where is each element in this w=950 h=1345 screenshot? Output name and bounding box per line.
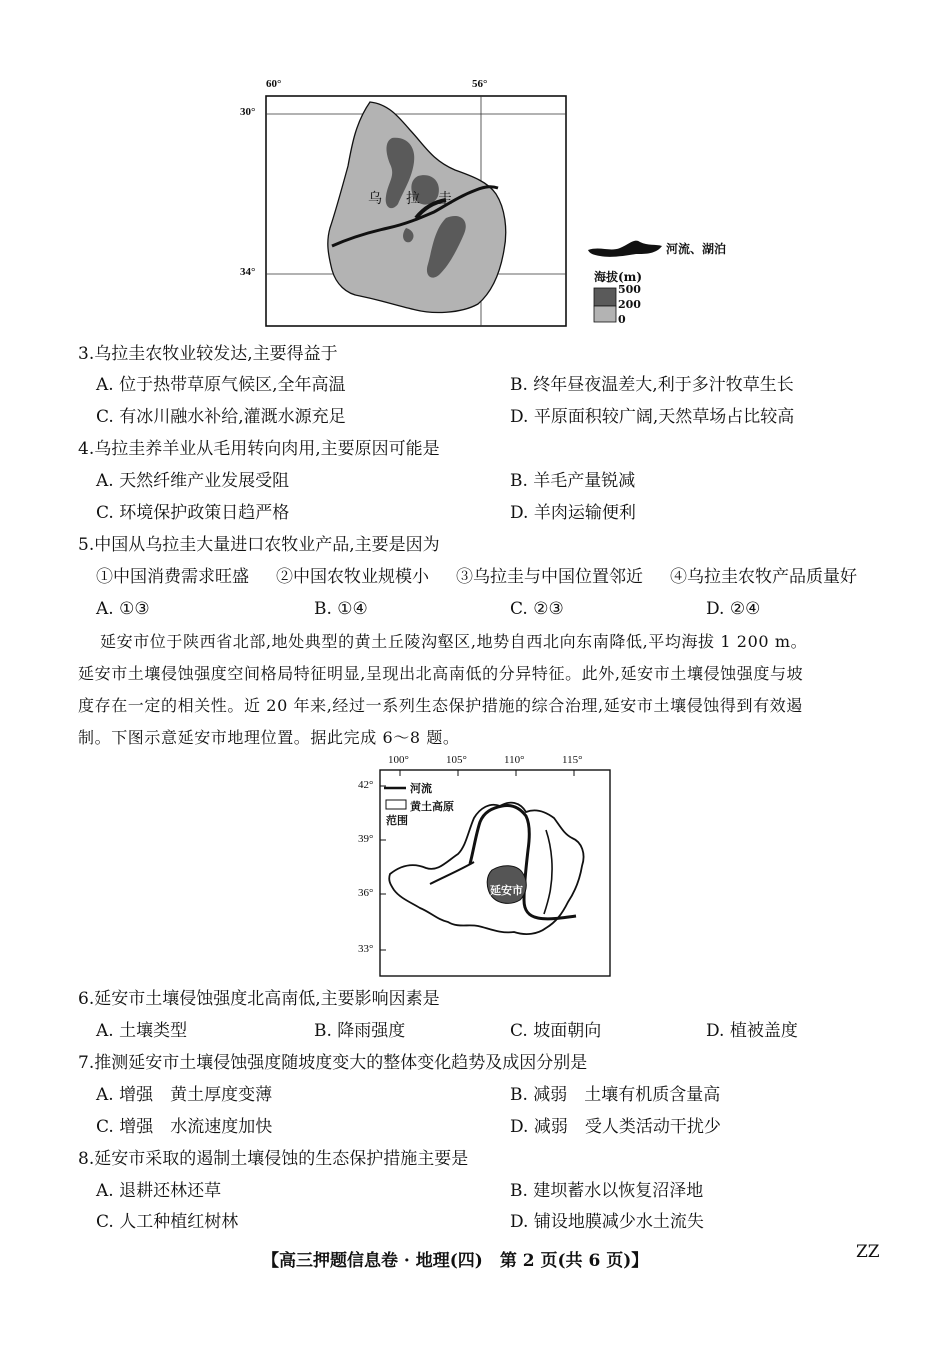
question-number: 3. — [78, 344, 95, 364]
q7-option-c: C. 增强 水流速度加快 — [96, 1117, 273, 1137]
q5-option-d: D. ②④ — [706, 599, 761, 619]
map2-lon-105: 105° — [446, 754, 467, 766]
q7-option-a: A. 增强 黄土厚度变薄 — [96, 1085, 273, 1105]
q4-option-c: C. 环境保护政策日趋严格 — [96, 503, 290, 523]
q6-option-d: D. 植被盖度 — [706, 1021, 798, 1041]
question-4-stem — [78, 438, 440, 460]
question-text: 推测延安市土壤侵蚀强度随坡度变大的整体变化趋势及成因分别是 — [94, 1053, 588, 1073]
passage-line-1: 延安市位于陕西省北部,地处典型的黄土丘陵沟壑区,地势自西北向东南降低,平均海拔 1 200 m。 — [100, 632, 808, 651]
page-code: ZZ — [856, 1242, 880, 1262]
map2-lat-39: 39° — [358, 833, 374, 845]
q3-option-a: A. 位于热带草原气候区,全年高温 — [96, 375, 346, 395]
q5-option-a: A. ①③ — [96, 599, 150, 619]
question-text: 延安市土壤侵蚀强度北高南低,主要影响因素是 — [94, 989, 440, 1009]
q8-option-a: A. 退耕还林还草 — [96, 1181, 222, 1201]
q5-choice-3: ③乌拉圭与中国位置邻近 — [456, 567, 643, 587]
question-5-stem — [78, 534, 440, 556]
page-footer: 【高三押题信息卷 · 地理(四) 第 2 页(共 6 页)】 — [262, 1251, 649, 1271]
q5-choice-2: ②中国农牧业规模小 — [276, 567, 429, 587]
map2-lon-100: 100° — [388, 754, 409, 766]
yanan-city-label: 延安市 — [490, 884, 523, 897]
lon-label-60: 60° — [266, 78, 282, 90]
map2-lat-42: 42° — [358, 779, 374, 791]
q4-option-b: B. 羊毛产量锐减 — [510, 471, 636, 491]
country-label-3: 圭 — [438, 191, 452, 207]
question-number: 6. — [78, 989, 95, 1009]
q6-option-c: C. 坡面朝向 — [510, 1021, 602, 1041]
question-8-stem — [78, 1148, 468, 1170]
q8-option-d: D. 铺设地膜减少水土流失 — [510, 1212, 704, 1232]
question-number: 8. — [78, 1149, 95, 1169]
legend-plateau-text-1: 黄土高原 — [410, 800, 454, 813]
q8-option-c: C. 人工种植红树林 — [96, 1212, 239, 1232]
question-6-stem — [78, 988, 440, 1010]
map2-lon-110: 110° — [504, 754, 525, 766]
map2-lon-115: 115° — [562, 754, 583, 766]
lat-label-30: 30° — [240, 106, 256, 118]
legend-plateau-box — [386, 800, 406, 809]
q4-option-a: A. 天然纤维产业发展受阻 — [96, 471, 290, 491]
question-text: 延安市采取的遏制土壤侵蚀的生态保护措施主要是 — [94, 1149, 469, 1169]
question-number: 4. — [78, 439, 95, 459]
question-3-stem — [78, 343, 338, 365]
country-label-1: 乌 — [368, 191, 382, 207]
question-text: 中国从乌拉圭大量进口农牧业产品,主要是因为 — [94, 535, 440, 555]
country-label-2: 拉 — [406, 191, 420, 207]
q7-option-b: B. 减弱 土壤有机质含量高 — [510, 1085, 721, 1105]
q4-option-d: D. 羊肉运输便利 — [510, 503, 636, 523]
q3-option-d: D. 平原面积较广阔,天然草场占比较高 — [510, 407, 795, 427]
question-number: 7. — [78, 1053, 95, 1073]
q3-option-c: C. 有冰川融水补给,灌溉水源充足 — [96, 407, 346, 427]
passage-line-4: 制。下图示意延安市地理位置。据此完成 6～8 题。 — [78, 728, 460, 747]
lat-label-34: 34° — [240, 266, 256, 278]
q5-option-c: C. ②③ — [510, 599, 564, 619]
legend-river-text: 河流 — [410, 782, 432, 795]
legend-elev-title: 海拔(m) — [594, 270, 643, 284]
legend-river-label: 河流、湖泊 — [666, 242, 727, 256]
uruguay-map — [220, 78, 740, 340]
q6-option-a: A. 土壤类型 — [96, 1021, 188, 1041]
legend-value-500: 500 — [618, 283, 641, 296]
legend-plateau-text-2: 范围 — [386, 814, 408, 827]
q5-option-b: B. ①④ — [314, 599, 368, 619]
loess-plateau-map — [350, 752, 620, 978]
q8-option-b: B. 建坝蓄水以恢复沼泽地 — [510, 1181, 704, 1201]
q5-choice-4: ④乌拉圭农牧产品质量好 — [670, 567, 857, 587]
q6-option-b: B. 降雨强度 — [314, 1021, 406, 1041]
legend-value-0: 0 — [618, 313, 626, 326]
q3-option-b: B. 终年昼夜温差大,利于多汁牧草生长 — [510, 375, 794, 395]
lon-label-56: 56° — [472, 78, 488, 90]
map2-lat-36: 36° — [358, 887, 374, 899]
question-7-stem — [78, 1052, 587, 1074]
map2-lat-33: 33° — [358, 943, 374, 955]
question-number: 5. — [78, 535, 95, 555]
question-text: 乌拉圭农牧业较发达,主要得益于 — [94, 344, 338, 364]
legend-box-low — [594, 306, 616, 322]
question-text: 乌拉圭养羊业从毛用转向肉用,主要原因可能是 — [94, 439, 440, 459]
loess-map-svg — [350, 752, 620, 978]
q5-choice-1: ①中国消费需求旺盛 — [96, 567, 249, 587]
legend-value-200: 200 — [618, 298, 641, 311]
q7-option-d: D. 减弱 受人类活动干扰少 — [510, 1117, 721, 1137]
uruguay-map-svg — [220, 78, 740, 340]
passage-line-2: 延安市土壤侵蚀强度空间格局特征明显,呈现出北高南低的分异特征。此外,延安市土壤侵蚀强度与坡 — [78, 664, 804, 683]
legend-box-high — [594, 288, 616, 306]
river-legend-icon — [588, 241, 662, 257]
passage-line-3: 度存在一定的相关性。近 20 年来,经过一系列生态保护措施的综合治理,延安市土壤侵蚀得到有效遏 — [78, 696, 803, 715]
